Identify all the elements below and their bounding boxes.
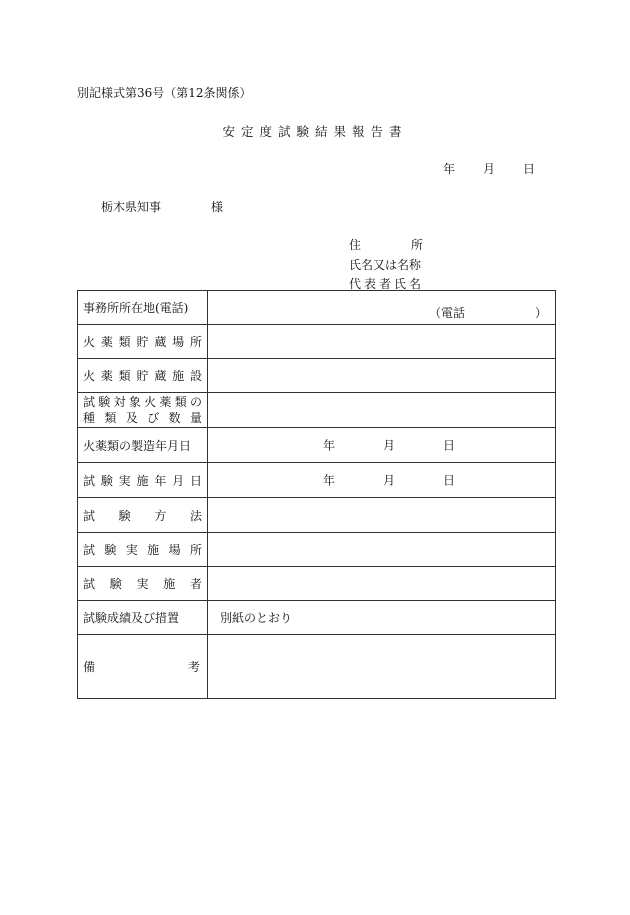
table-row [78,463,556,498]
label-char: 試 [83,395,96,409]
test-method-label [78,498,208,533]
test-place-label-text [83,541,202,558]
date-month-label: 月 [483,162,496,176]
label-char: 年 [154,473,167,488]
telephone-note [429,304,547,321]
date-day-label: 日 [523,162,536,176]
test-method-field[interactable] [208,498,556,533]
label-char: 施 [136,473,149,488]
test-place-label [78,533,208,567]
results-value: 別紙のとおり [220,611,293,625]
label-char: 法 [189,508,202,523]
label-char: 蔵 [154,369,167,383]
remarks-label-part-1: 備 [83,660,96,674]
label-char: 蔵 [154,335,167,349]
label-char: 数 [168,411,181,425]
storage-facility-label-text [83,367,202,384]
label-char: 験 [104,543,117,557]
telephone-note-close: ） [534,306,547,320]
office-location-label-text: 事務所所在地(電話) [83,301,189,315]
label-char: 火 [83,335,96,349]
label-char: 方 [154,508,167,523]
label-char: 薬 [100,369,113,383]
label-char: 実 [136,577,149,591]
addressee [101,198,223,215]
test-day-label: 日 [443,473,456,488]
label-char: 実 [125,543,138,557]
label-char: 薬 [100,335,113,349]
label-char: 類 [118,335,131,349]
label-char: 所 [189,543,202,557]
applicant-representative-label: 代表者氏名 [349,277,425,291]
table-row [78,428,556,463]
table-row [78,498,556,533]
label-char: 場 [172,335,185,349]
applicant-address-label [349,236,423,253]
label-char: 試 [83,543,96,557]
test-method-label-text [83,507,202,524]
label-char: 日 [189,473,202,488]
applicant-name-label: 氏名又は名称 [349,258,422,272]
label-char: 実 [118,473,131,488]
label-char: 場 [168,543,181,557]
addressee-honorific: 様 [211,200,224,214]
results-label-text: 試験成績及び措置 [83,611,180,625]
label-char: 月 [172,473,185,488]
label-char: 及 [125,411,138,425]
test-date-label [78,463,208,498]
tester-label [78,567,208,601]
office-location-field[interactable] [208,291,556,325]
label-char: 薬 [159,395,172,409]
test-target-label [78,393,208,428]
test-place-field[interactable] [208,533,556,567]
document-title: 安定度試験結果報告書 [222,124,408,139]
test-date-field[interactable] [208,463,556,498]
test-month-label: 月 [383,473,396,488]
test-target-label-line2 [83,410,202,426]
form-number: 別記様式第36号（第12条関係） [77,86,252,100]
label-char: 類 [104,411,117,425]
label-char: 施 [163,577,176,591]
label-char: 種 [83,411,96,425]
manufacture-day-label: 日 [443,438,456,453]
label-char: 貯 [136,335,149,349]
results-label [78,601,208,635]
manufacture-date-label [78,428,208,463]
label-char: 試 [83,577,96,591]
address-label-part-1: 住 [349,238,362,252]
label-char: 火 [83,369,96,383]
label-char: 施 [147,543,160,557]
table-row [78,533,556,567]
label-char: 者 [189,577,202,591]
label-char: 試 [83,508,96,523]
label-char: 象 [128,395,141,409]
label-char: 試 [83,473,96,488]
label-char: 施 [172,369,185,383]
label-char: 類 [118,369,131,383]
label-char: の [189,395,202,409]
table-row [78,325,556,359]
label-char: 類 [174,395,187,409]
storage-place-field[interactable] [208,325,556,359]
label-char: 験 [118,508,131,523]
label-char: び [147,411,160,425]
remarks-label [78,635,208,699]
table-row [78,601,556,635]
remarks-field[interactable] [208,635,556,699]
test-date-label-text [83,472,202,489]
manufacture-month-label: 月 [383,438,396,453]
addressee-name: 栃木県知事 [101,200,162,214]
label-char: 験 [109,577,122,591]
label-char: 火 [144,395,157,409]
label-char: 験 [100,473,113,488]
manufacture-date-field[interactable] [208,428,556,463]
label-char: 設 [189,369,202,383]
storage-facility-field[interactable] [208,359,556,393]
report-table [77,290,556,699]
storage-facility-label [78,359,208,393]
test-target-field[interactable] [208,393,556,428]
label-char: 対 [113,395,126,409]
table-row [78,635,556,699]
office-location-label [78,291,208,325]
report-date-line [443,160,535,177]
manufacture-year-label: 年 [323,438,336,453]
label-char: 量 [189,411,202,425]
table-row [78,393,556,428]
label-char: 貯 [136,369,149,383]
tester-field[interactable] [208,567,556,601]
address-label-part-2: 所 [411,238,424,252]
storage-place-label-text [83,333,202,350]
date-year-label: 年 [443,162,456,176]
label-char: 所 [189,335,202,349]
remarks-label-text [83,658,202,675]
test-year-label: 年 [323,473,336,488]
remarks-label-part-2: 考 [187,660,200,674]
label-char: 験 [98,395,111,409]
table-row [78,291,556,325]
storage-place-label [78,325,208,359]
manufacture-date-label-text: 火薬類の製造年月日 [83,438,192,453]
test-target-label-line1 [83,394,202,410]
tester-label-text [83,575,202,592]
telephone-note-open: （電話 [428,306,465,320]
table-row [78,567,556,601]
table-row [78,359,556,393]
results-field[interactable] [208,601,556,635]
